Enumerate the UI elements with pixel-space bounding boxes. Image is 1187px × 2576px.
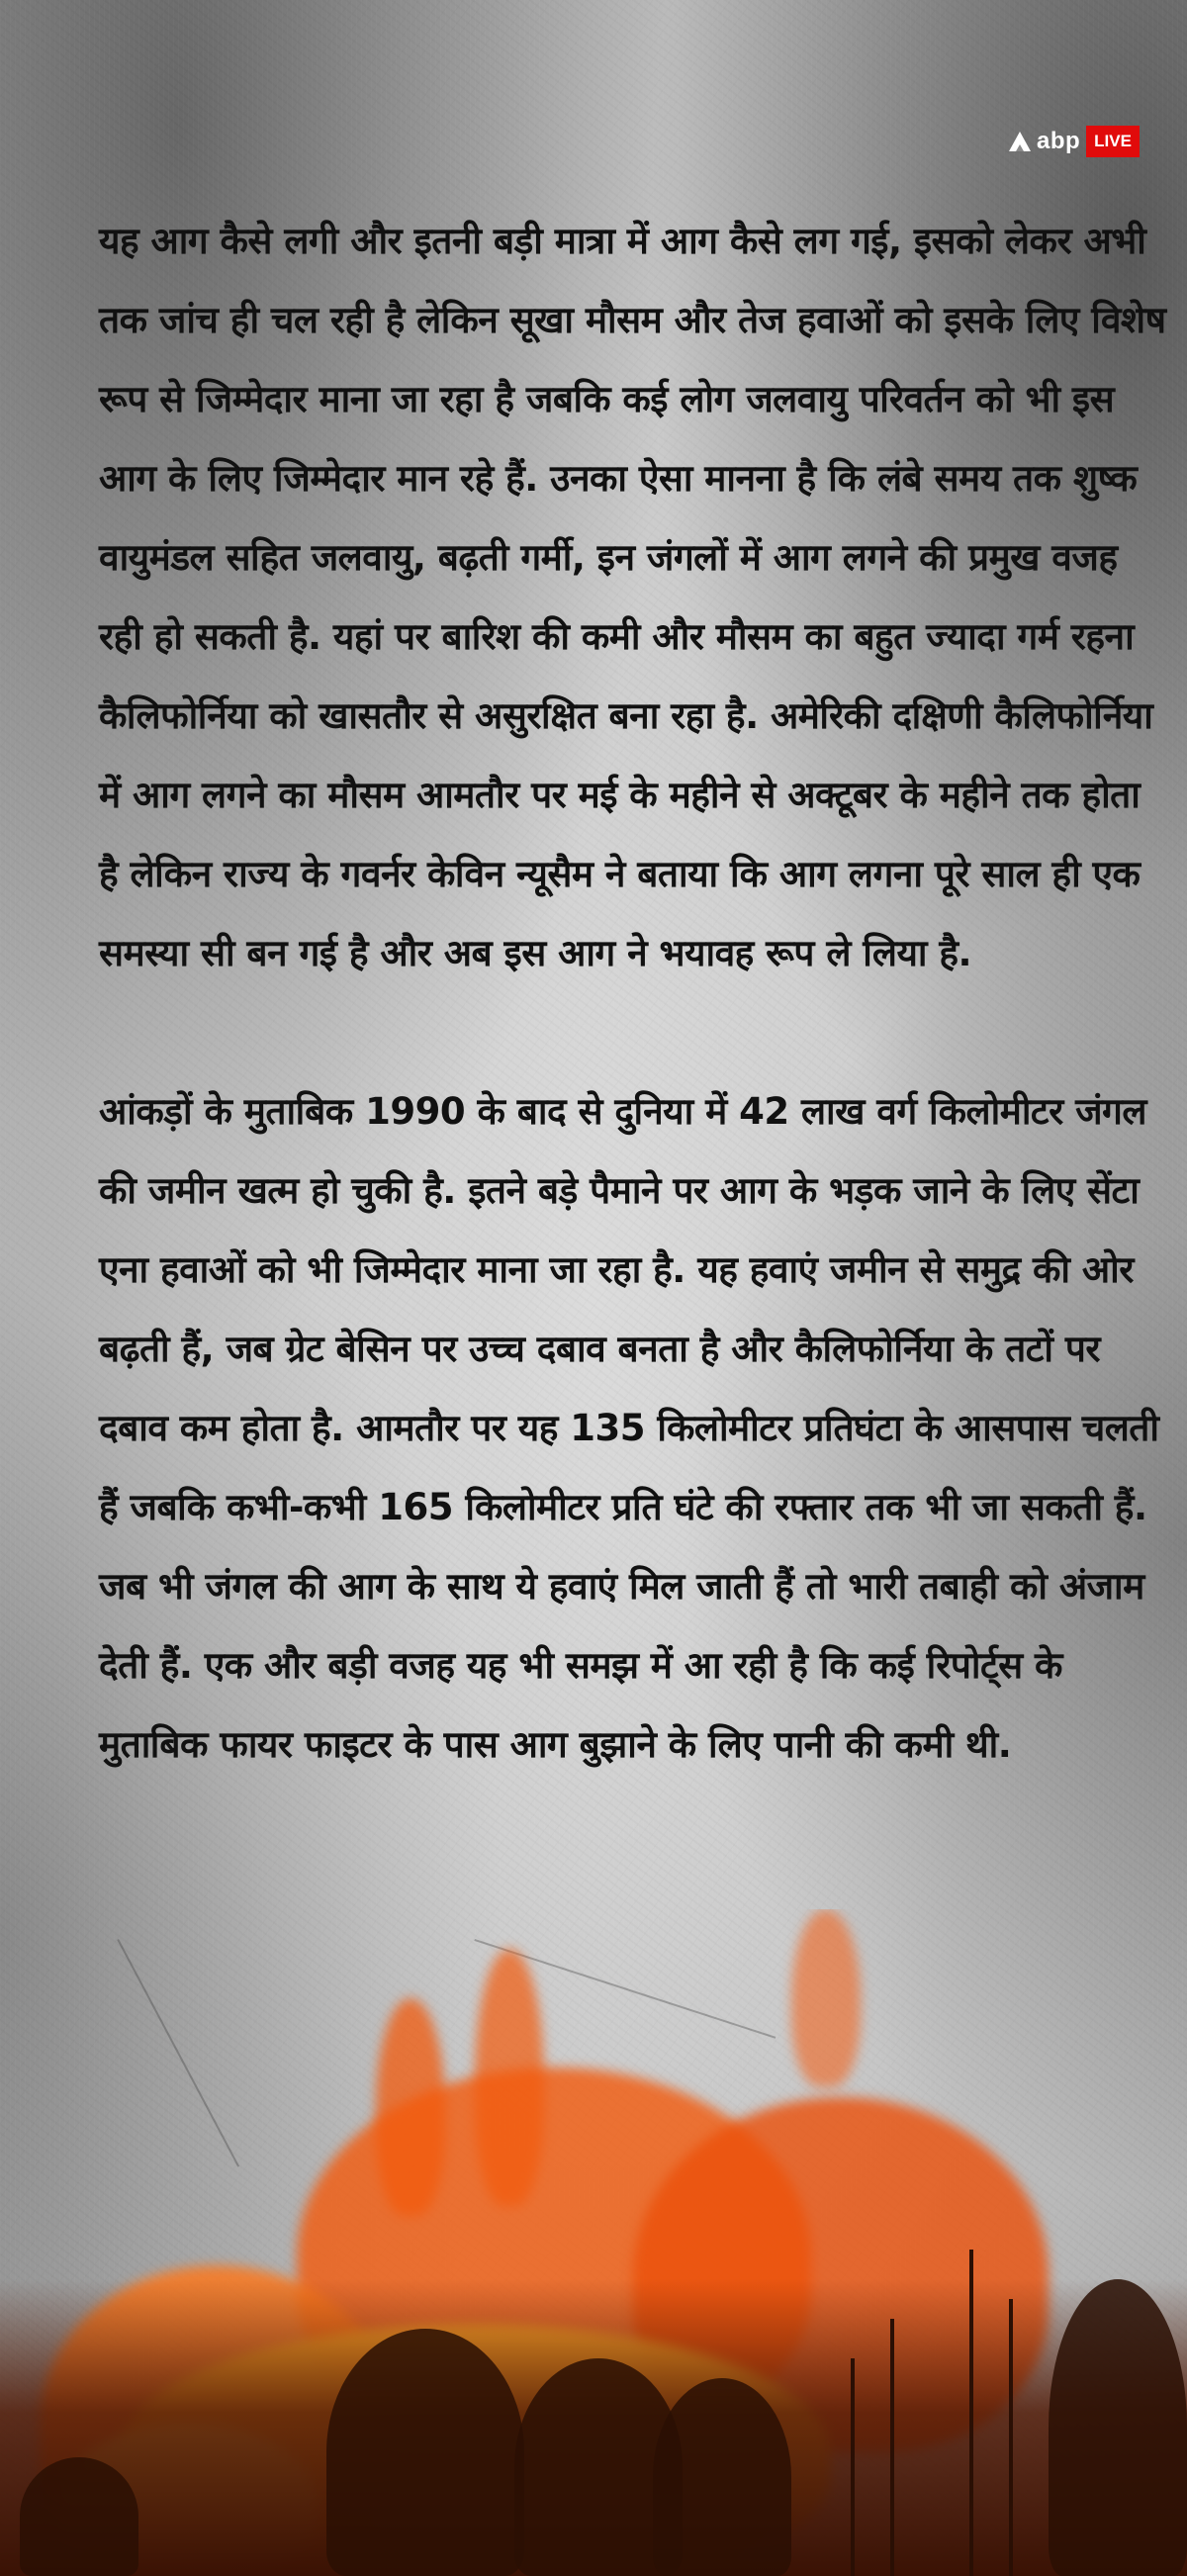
tree-silhouette [1049,2279,1187,2576]
bare-tree-trunk [1009,2299,1013,2576]
bare-tree-trunk [890,2319,894,2576]
tree-silhouette [326,2329,524,2576]
tree-silhouette [653,2378,791,2576]
bare-tree-trunk [969,2250,973,2576]
article-paragraph-2: आंकड़ों के मुताबिक 1990 के बाद से दुनिया में 42 लाख वर्ग किलोमीटर जंगल की जमीन खत्म हो चुकी है. इतने बड़े पैमाने पर आग के भड़क जाने के लिए सेंटा एना हवाओं को भी जिम्मेदार माना जा रहा है. यह हवाएं जमीन से समुद्र की ओर बढ़ती हैं, जब ग्रेट बेसिन पर उच्च दबाव बनता है और कैलिफोर्निया के तटों पर दबाव कम होता है. आमतौर पर यह 135 किलोमीटर प्रतिघंटा के आसपास चलती हैं जबकि कभी-कभी 165 किलोमीटर प्रति घंटे की रफ्तार तक भी जा सकती हैं. जब भी जंगल की आग के साथ ये हवाएं मिल जाती हैं तो भारी तबाही को अंजाम देती हैं. एक और बड़ी वजह यह भी समझ में आ रही है कि कई रिपोर्ट्स के मुताबिक फायर फाइटर के पास आग बुझाने के लिए पानी की कमी थी. [99,1090,1159,1766]
abp-live-logo [1009,125,1140,158]
live-badge: LIVE [1086,126,1140,157]
forest-fire-image [0,1909,1187,2576]
article-body [99,202,1167,1785]
article-paragraph-1: यह आग कैसे लगी और इतनी बड़ी मात्रा में आग कैसे लग गई, इसको लेकर अभी तक जांच ही चल रही है लेकिन सूखा मौसम और तेज हवाओं को इसके लिए विशेष रूप से जिम्मेदार माना जा रहा है जबकि कई लोग जलवायु परिवर्तन को भी इस आग के लिए जिम्मेदार मान रहे हैं. उनका ऐसा मानना है कि लंबे समय तक शुष्क वायुमंडल सहित जलवायु, बढ़ती गर्मी, इन जंगलों में आग लगने की प्रमुख वजह रही हो सकती है. यहां पर बारिश की कमी और मौसम का बहुत ज्यादा गर्म रहना कैलिफोर्निया को खासतौर से असुरक्षित बना रहा है. अमेरिकी दक्षिणी कैलिफोर्निया में आग लगने का मौसम आमतौर पर मई के महीने से अक्टूबर के महीने तक होता है लेकिन राज्य के गवर्नर केविन न्यूसैम ने बताया कि आग लगना पूरे साल ही एक समस्या सी बन गई है और अब इस आग ने भयावह रूप ले लिया है. [99,220,1166,974]
bare-tree-trunk [851,2358,855,2576]
abp-arrow-logo-icon [1009,132,1031,151]
tree-silhouette [20,2457,138,2576]
flame [791,1909,861,2087]
brand-name: abp [1037,128,1081,154]
